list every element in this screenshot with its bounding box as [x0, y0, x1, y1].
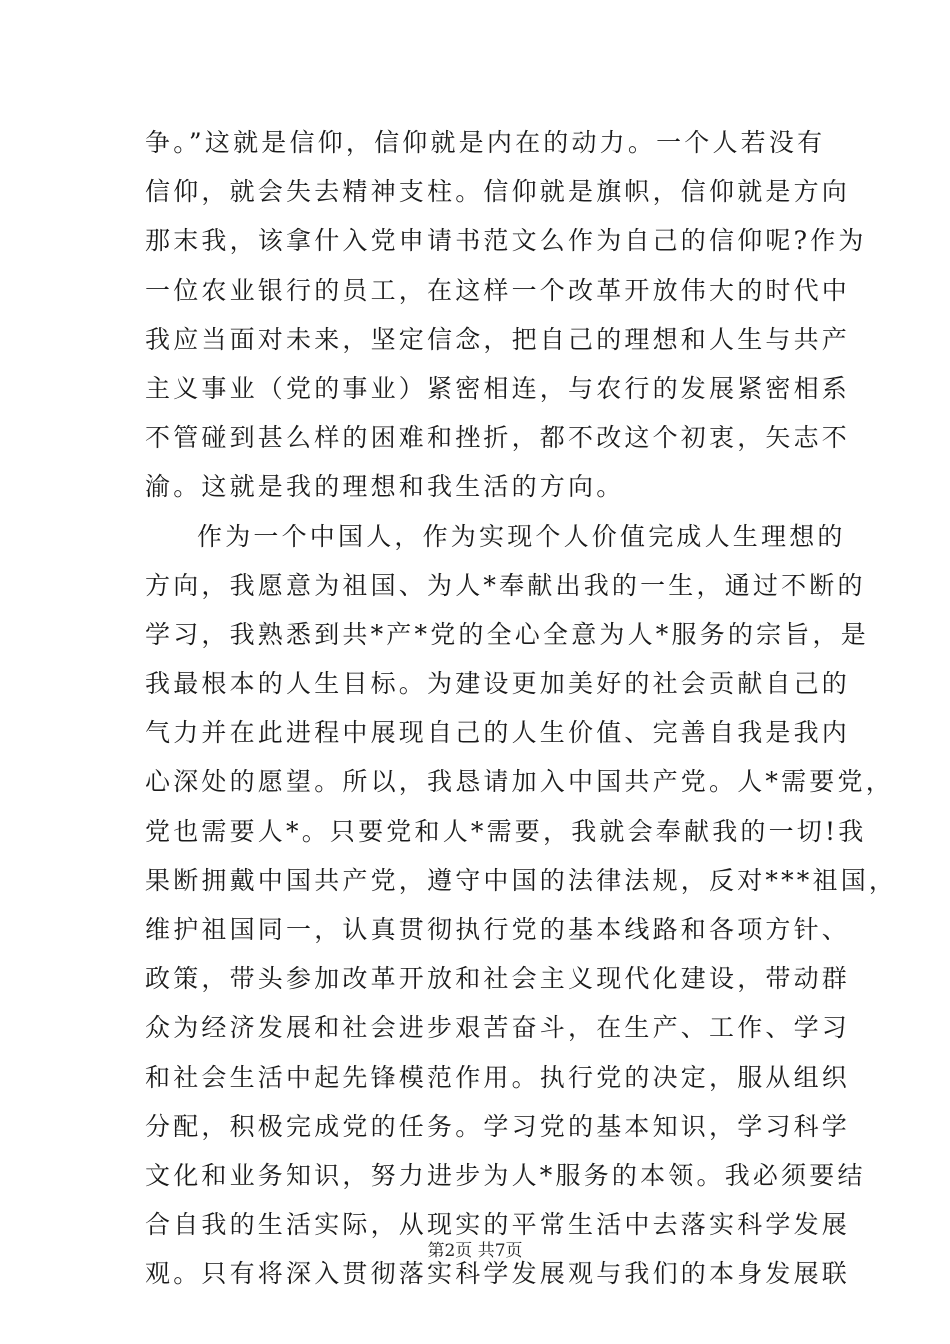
text-line: 我最根本的人生目标。为建设更加美好的社会贡献自己的	[145, 669, 851, 699]
text-line: 和社会生活中起先锋模范作用。执行党的决定，服从组织	[145, 1062, 851, 1092]
text-line: 心深处的愿望。所以，我恳请加入中国共产党。人*需要党，	[145, 767, 894, 797]
text-line: 主义事业（党的事业）紧密相连，与农行的发展紧密相系	[145, 373, 851, 403]
text-line: 争。”这就是信仰，信仰就是内在的动力。一个人若没有	[145, 128, 826, 157]
text-line: 方向，我愿意为祖国、为人*奉献出我的一生，通过不断的	[145, 570, 866, 600]
text-line: 信仰，就会失去精神支柱。信仰就是旗帜，信仰就是方向	[145, 177, 851, 207]
text-line: 党也需要人*。只要党和人*需要，我就会奉献我的一切!我	[145, 816, 867, 846]
text-line: 众为经济发展和社会进步艰苦奋斗，在生产、工作、学习	[145, 1013, 851, 1043]
text-line: 政策，带头参加改革开放和社会主义现代化建设，带动群	[145, 964, 851, 994]
text-line: 气力并在此进程中展现自己的人生价值、完善自我是我内	[145, 718, 851, 748]
text-line: 学习，我熟悉到共*产*党的全心全意为人*服务的宗旨，是	[145, 619, 869, 649]
text-line: 分配，积极完成党的任务。学习党的基本知识，学习科学	[145, 1111, 851, 1141]
text-line: 观。只有将深入贯彻落实科学发展观与我们的本身发展联	[145, 1259, 851, 1289]
text-line: 作为一个中国人，作为实现个人价值完成人生理想的	[197, 521, 846, 551]
text-line: 果断拥戴中国共产党，遵守中国的法律法规，反对***祖国，	[145, 865, 898, 895]
text-line: 合自我的生活实际，从现实的平常生活中去落实科学发展	[145, 1210, 851, 1240]
page-number-footer: 第2页 共7页	[427, 1241, 523, 1261]
text-line: 我应当面对未来，坚定信念，把自己的理想和人生与共产	[145, 324, 851, 354]
body-text	[145, 118, 898, 1299]
text-line: 不管碰到甚么样的困难和挫折，都不改这个初衷，矢志不	[145, 423, 851, 453]
text-line: 渝。这就是我的理想和我生活的方向。	[145, 472, 625, 502]
text-line: 维护祖国同一，认真贯彻执行党的基本线路和各项方针、	[145, 915, 851, 944]
text-line: 那末我，该拿什入党申请书范文么作为自己的信仰呢?作为	[145, 226, 867, 256]
text-line: 一位农业银行的员工，在这样一个改革开放伟大的时代中	[145, 275, 851, 305]
text-line: 文化和业务知识，努力进步为人*服务的本领。我必须要结	[145, 1160, 866, 1190]
